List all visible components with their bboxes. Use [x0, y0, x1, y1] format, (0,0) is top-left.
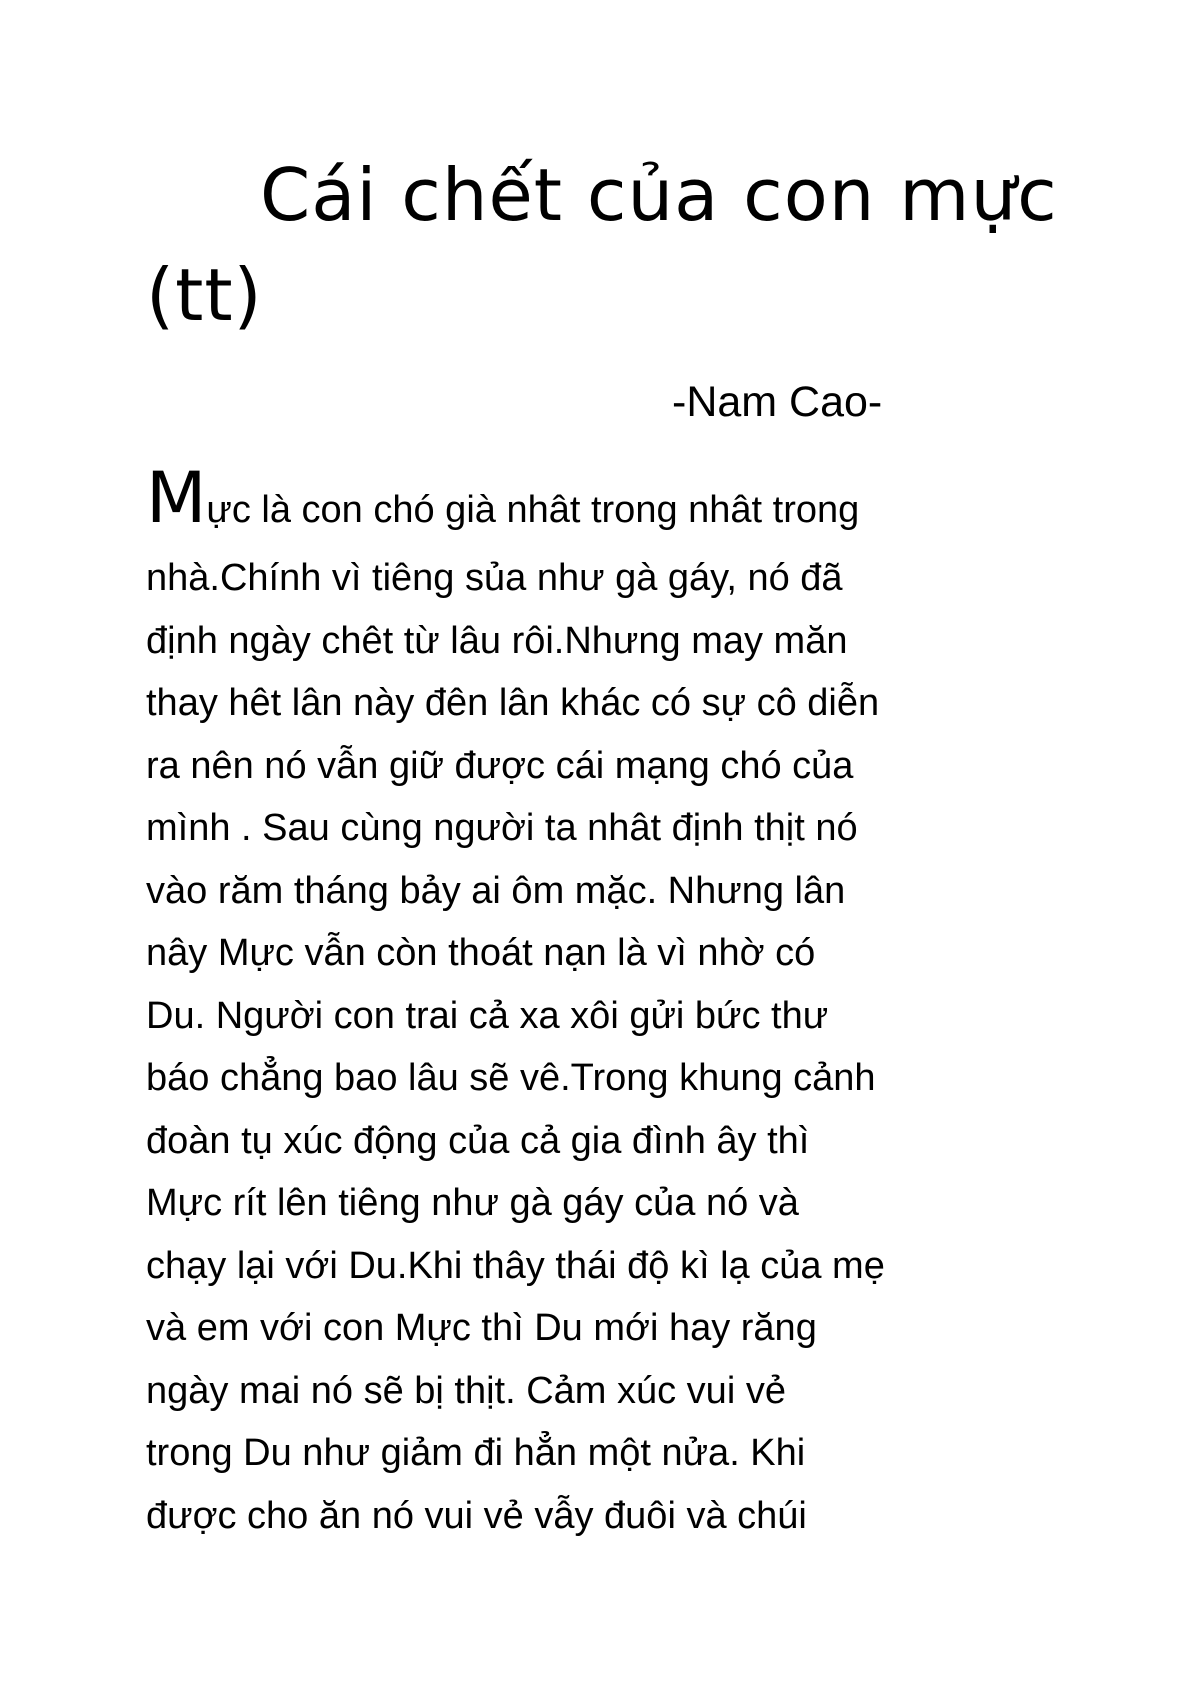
paragraph-line: đoàn tụ xúc động của cả gia đình ây thì	[146, 1119, 810, 1162]
paragraph-line: chạy lại với Du.Khi thây thái độ kì lạ của mẹ	[146, 1244, 885, 1287]
paragraph-line: ra nên nó vẫn giữ được cái mạng chó của	[146, 744, 854, 787]
paragraph-line	[146, 457, 1146, 547]
document-title: Cái chết của con mực (tt)	[146, 153, 1058, 337]
paragraph-line: Mực rít lên tiêng như gà gáy của nó và	[146, 1182, 799, 1224]
paragraph-line: trong Du như giảm đi hẳn một nửa. Khi	[146, 1432, 806, 1474]
paragraph-line: định ngày chêt từ lâu rôi.Nhưng may măn	[146, 619, 848, 662]
paragraph-line: vào răm tháng bảy ai ôm mặc. Nhưng lân	[146, 869, 846, 912]
author-name: -Nam Cao-	[672, 378, 883, 426]
body-paragraph	[146, 457, 1146, 1547]
paragraph-line: thay hêt lân này đên lân khác có sự cô diễn	[146, 682, 880, 724]
paragraph-line: mình . Sau cùng người ta nhât định thịt nó	[146, 807, 858, 849]
paragraph-line: được cho ăn nó vui vẻ vẫy đuôi và chúi	[146, 1494, 807, 1537]
paragraph-line: Du. Người con trai cả xa xôi gửi bức thư	[146, 994, 829, 1037]
paragraph-line: nhà.Chính vì tiêng sủa như gà gáy, nó đã	[146, 557, 843, 599]
drop-cap: M	[146, 457, 207, 539]
paragraph-line: nây Mực vẫn còn thoát nạn là vì nhờ có	[146, 932, 816, 974]
paragraph-line: báo chẳng bao lâu sẽ vê.Trong khung cảnh	[146, 1057, 876, 1099]
paragraph-line: và em với con Mực thì Du mới hay răng	[146, 1307, 817, 1349]
paragraph-line: ngày mai nó sẽ bị thịt. Cảm xúc vui vẻ	[146, 1369, 786, 1412]
paragraph-line-text: ực là con chó già nhât trong nhât trong	[206, 489, 860, 531]
